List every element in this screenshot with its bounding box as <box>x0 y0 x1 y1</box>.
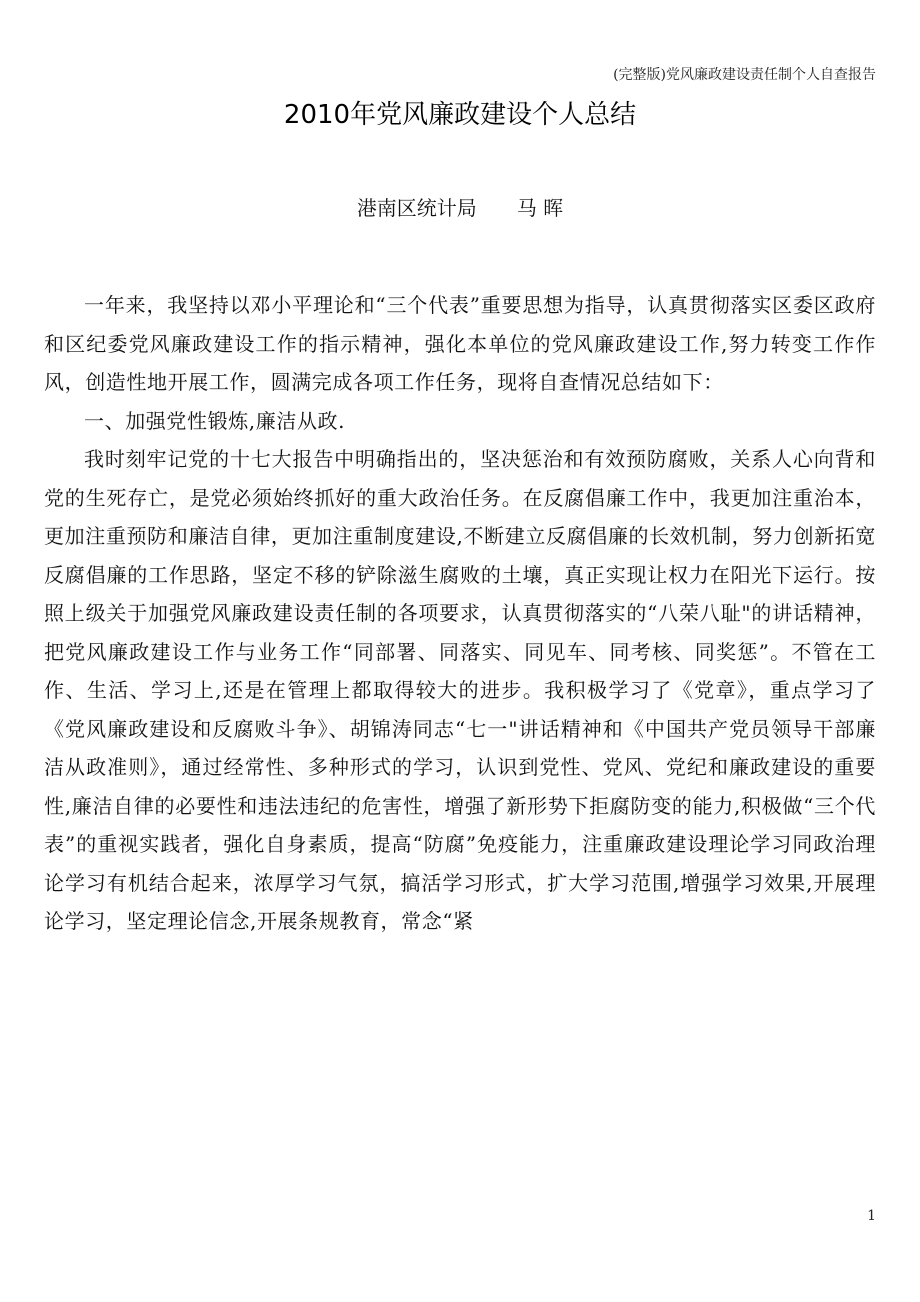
document-title: 2010年党风廉政建设个人总结 <box>283 100 637 130</box>
author-line <box>0 192 920 221</box>
document-body <box>44 286 876 941</box>
running-header: (完整版)党风廉政建设责任制个人自查报告 <box>613 67 876 83</box>
section-1-paragraph: 我时刻牢记党的十七大报告中明确指出的，坚决惩治和有效预防腐败，关系人心向背和党的生死存亡，是党必须始终抓好的重大政治任务。在反腐倡廉工作中，我更加注重治本，更加注重预防和廉洁自律，更加注重制度建设,不断建立反腐倡廉的长效机制，努力创新拓宽反腐倡廉的工作思路，坚定不移的铲除滋生腐败的土壤，真正实现让权力在阳光下运行。按照上级关于加强党风廉政建设责任制的各项要求，认真贯彻落实的“八荣八耻"的讲话精神，把党风廉政建设工作与业务工作“同部署、同落实、同见车、同考核、同奖惩”。不管在工作、生活、学习上,还是在管理上都取得较大的进步。我积极学习了《党章》，重点学习了《党风廉政建设和反腐败斗争》、胡锦涛同志“七一"讲话精神和《中国共产党员领导干部廉洁从政准则》，通过经常性、多种形式的学习，认识到党性、党风、党纪和廉政建设的重要性,廉洁自律的必要性和违法违纪的危害性，增强了新形势下拒腐防变的能力,积极做“三个代表”的重视实践者，强化自身素质，提高“防腐”免疫能力，注重廉政建设理论学习同政治理论学习有机结合起来，浓厚学习气氛，搞活学习形式，扩大学习范围,增强学习效果,开展理论学习，坚定理论信念,开展条规教育，常念“紧 <box>44 447 876 933</box>
author-name: 马 晖 <box>516 196 564 220</box>
section-heading-1: 一、加强党性锻炼,廉洁从政. <box>84 408 346 433</box>
author-unit: 港南区统计局 <box>356 196 477 220</box>
page-number: 1 <box>867 1208 876 1224</box>
intro-paragraph: 一年来，我坚持以邓小平理论和“三个代表”重要思想为指导，认真贯彻落实区委区政府和区纪委党风廉政建设工作的指示精神，强化本单位的党风廉政建设工作,努力转变工作作风，创造性地开展工作，圆满完成各项工作任务，现将自查情况总结如下： <box>44 293 876 394</box>
